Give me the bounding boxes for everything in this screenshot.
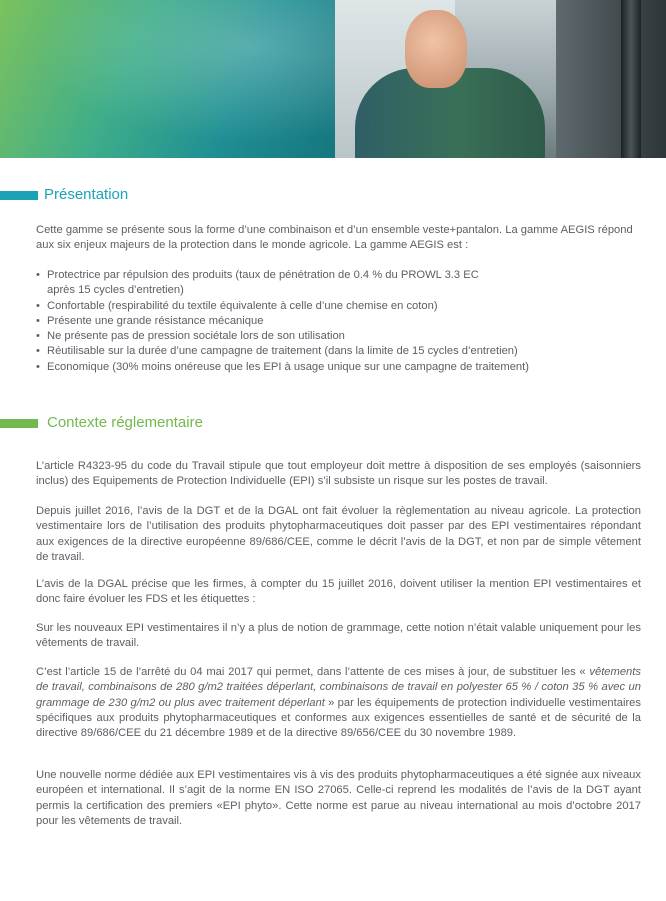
contexte-heading: Contexte réglementaire	[47, 414, 203, 431]
contexte-section-bar	[0, 419, 38, 428]
contexte-paragraph-3: L’avis de la DGAL précise que les firmes, à compter du 15 juillet 2016, doivent utiliser la mention EPI vestimentaires et donc faire évoluer les FDS et les étiquettes :	[36, 578, 641, 606]
contexte-paragraph-1: L’article R4323-95 du code du Travail stipule que tout employeur doit mettre à disposition de ses employés (saisonniers inclus) des Equipements de Protection Individuelle (EPI) s’il subsiste un risque sur les postes de travail.	[36, 460, 641, 488]
presentation-bullet-list	[36, 268, 641, 375]
bullet-dot-icon: •	[36, 299, 40, 312]
photo-farmer-head	[405, 10, 467, 88]
bullet-item: • Réutilisable sur la durée d’une campagne de traitement (dans la limite de 15 cycles d’entretien)	[36, 344, 641, 359]
farmer-in-tractor-photo	[335, 0, 666, 158]
hero-banner	[0, 0, 666, 158]
bullet-dot-icon: •	[36, 360, 40, 373]
hero-gradient-panel	[0, 0, 335, 158]
photo-tractor-pipe	[621, 0, 641, 158]
contexte-paragraph-2: Depuis juillet 2016, l’avis de la DGT et de la DGAL ont fait évoluer la règlementation au niveau agricole. La protection vestimentaire lors de l’utilisation des produits phytopharmaceutiques doit passer par des EPI vestimentaires répondant aux exigences de la directive européenne 89/686/CEE, comme le décrit l’avis de la DGT, et non par de simple vêtement de travail.	[36, 505, 641, 563]
bullet-dot-icon: •	[36, 269, 40, 281]
bullet-item: • Economique (30% moins onéreuse que les EPI à usage unique sur une campagne de traitement)	[36, 360, 641, 375]
bullet-item: • Protectrice par répulsion des produits (taux de pénétration de 0.4 % du PROWL 3.3 EC après 15 cycles d’entretien)	[36, 269, 479, 297]
bullet-dot-icon: •	[36, 314, 40, 327]
presentation-intro: Cette gamme se présente sous la forme d’une combinaison et d’un ensemble veste+pantalon. La gamme AEGIS répond aux six enjeux majeurs de la protection dans le monde agricole. La gamme AEGIS est :	[36, 224, 633, 252]
contexte-paragraph-5: C’est l’article 15 de l’arrêté du 04 mai 2017 qui permet, dans l’attente de ces mises à jour, de substituer les « vêtements de travail, combinaisons de 280 g/m2 traitées déperlant, combinaisons de travail en polyester 65 % / coton 35 % avec un grammage de 230 g/m2 ou plus avec traitement déperlant » par les équipements de protection individuelle vestimentaires spécifiques aux produits phytopharmaceutiques et conformes aux exigences essentielles de santé et de sécurité de la directive 89/686/CEE du 21 décembre 1989 et de la directive 89/656/CEE du 30 novembre 1989.	[36, 666, 641, 740]
presentation-section-bar	[0, 191, 38, 200]
bullet-dot-icon: •	[36, 330, 40, 343]
bullet-item: • Confortable (respirabilité du textile équivalente à celle d’une chemise en coton)	[36, 299, 641, 314]
presentation-heading: Présentation	[44, 186, 129, 203]
bullet-dot-icon: •	[36, 345, 40, 358]
bullet-item: • Présente une grande résistance mécanique	[36, 314, 641, 329]
contexte-paragraph-5-quote: vêtements de travail, combinaisons de 280 g/m2 traitées déperlant, combinaisons de travail en polyester 65 % / coton 35 % avec un grammage de 230 g/m2 ou plus avec traitement déperlant	[36, 666, 641, 709]
photo-tractor-cab	[556, 0, 666, 158]
contexte-paragraph-6: Une nouvelle norme dédiée aux EPI vestimentaires vis à vis des produits phytopharmaceutiques a été signée aux niveaux européen et international. Il s’agit de la norme EN ISO 27065. Celle-ci reprend les modalités de l’avis de la DGT ayant permis la certification des premiers «EPI phyto». Cette norme est parue au niveau international au mois d’octobre 2017 pour les vêtements de travail.	[36, 769, 641, 827]
contexte-paragraph-4: Sur les nouveaux EPI vestimentaires il n’y a plus de notion de grammage, cette notion n’était valable uniquement pour les vêtements de travail.	[36, 622, 641, 650]
hero-gradient-overlay	[0, 0, 335, 158]
bullet-item: • Ne présente pas de pression sociétale lors de son utilisation	[36, 329, 641, 344]
